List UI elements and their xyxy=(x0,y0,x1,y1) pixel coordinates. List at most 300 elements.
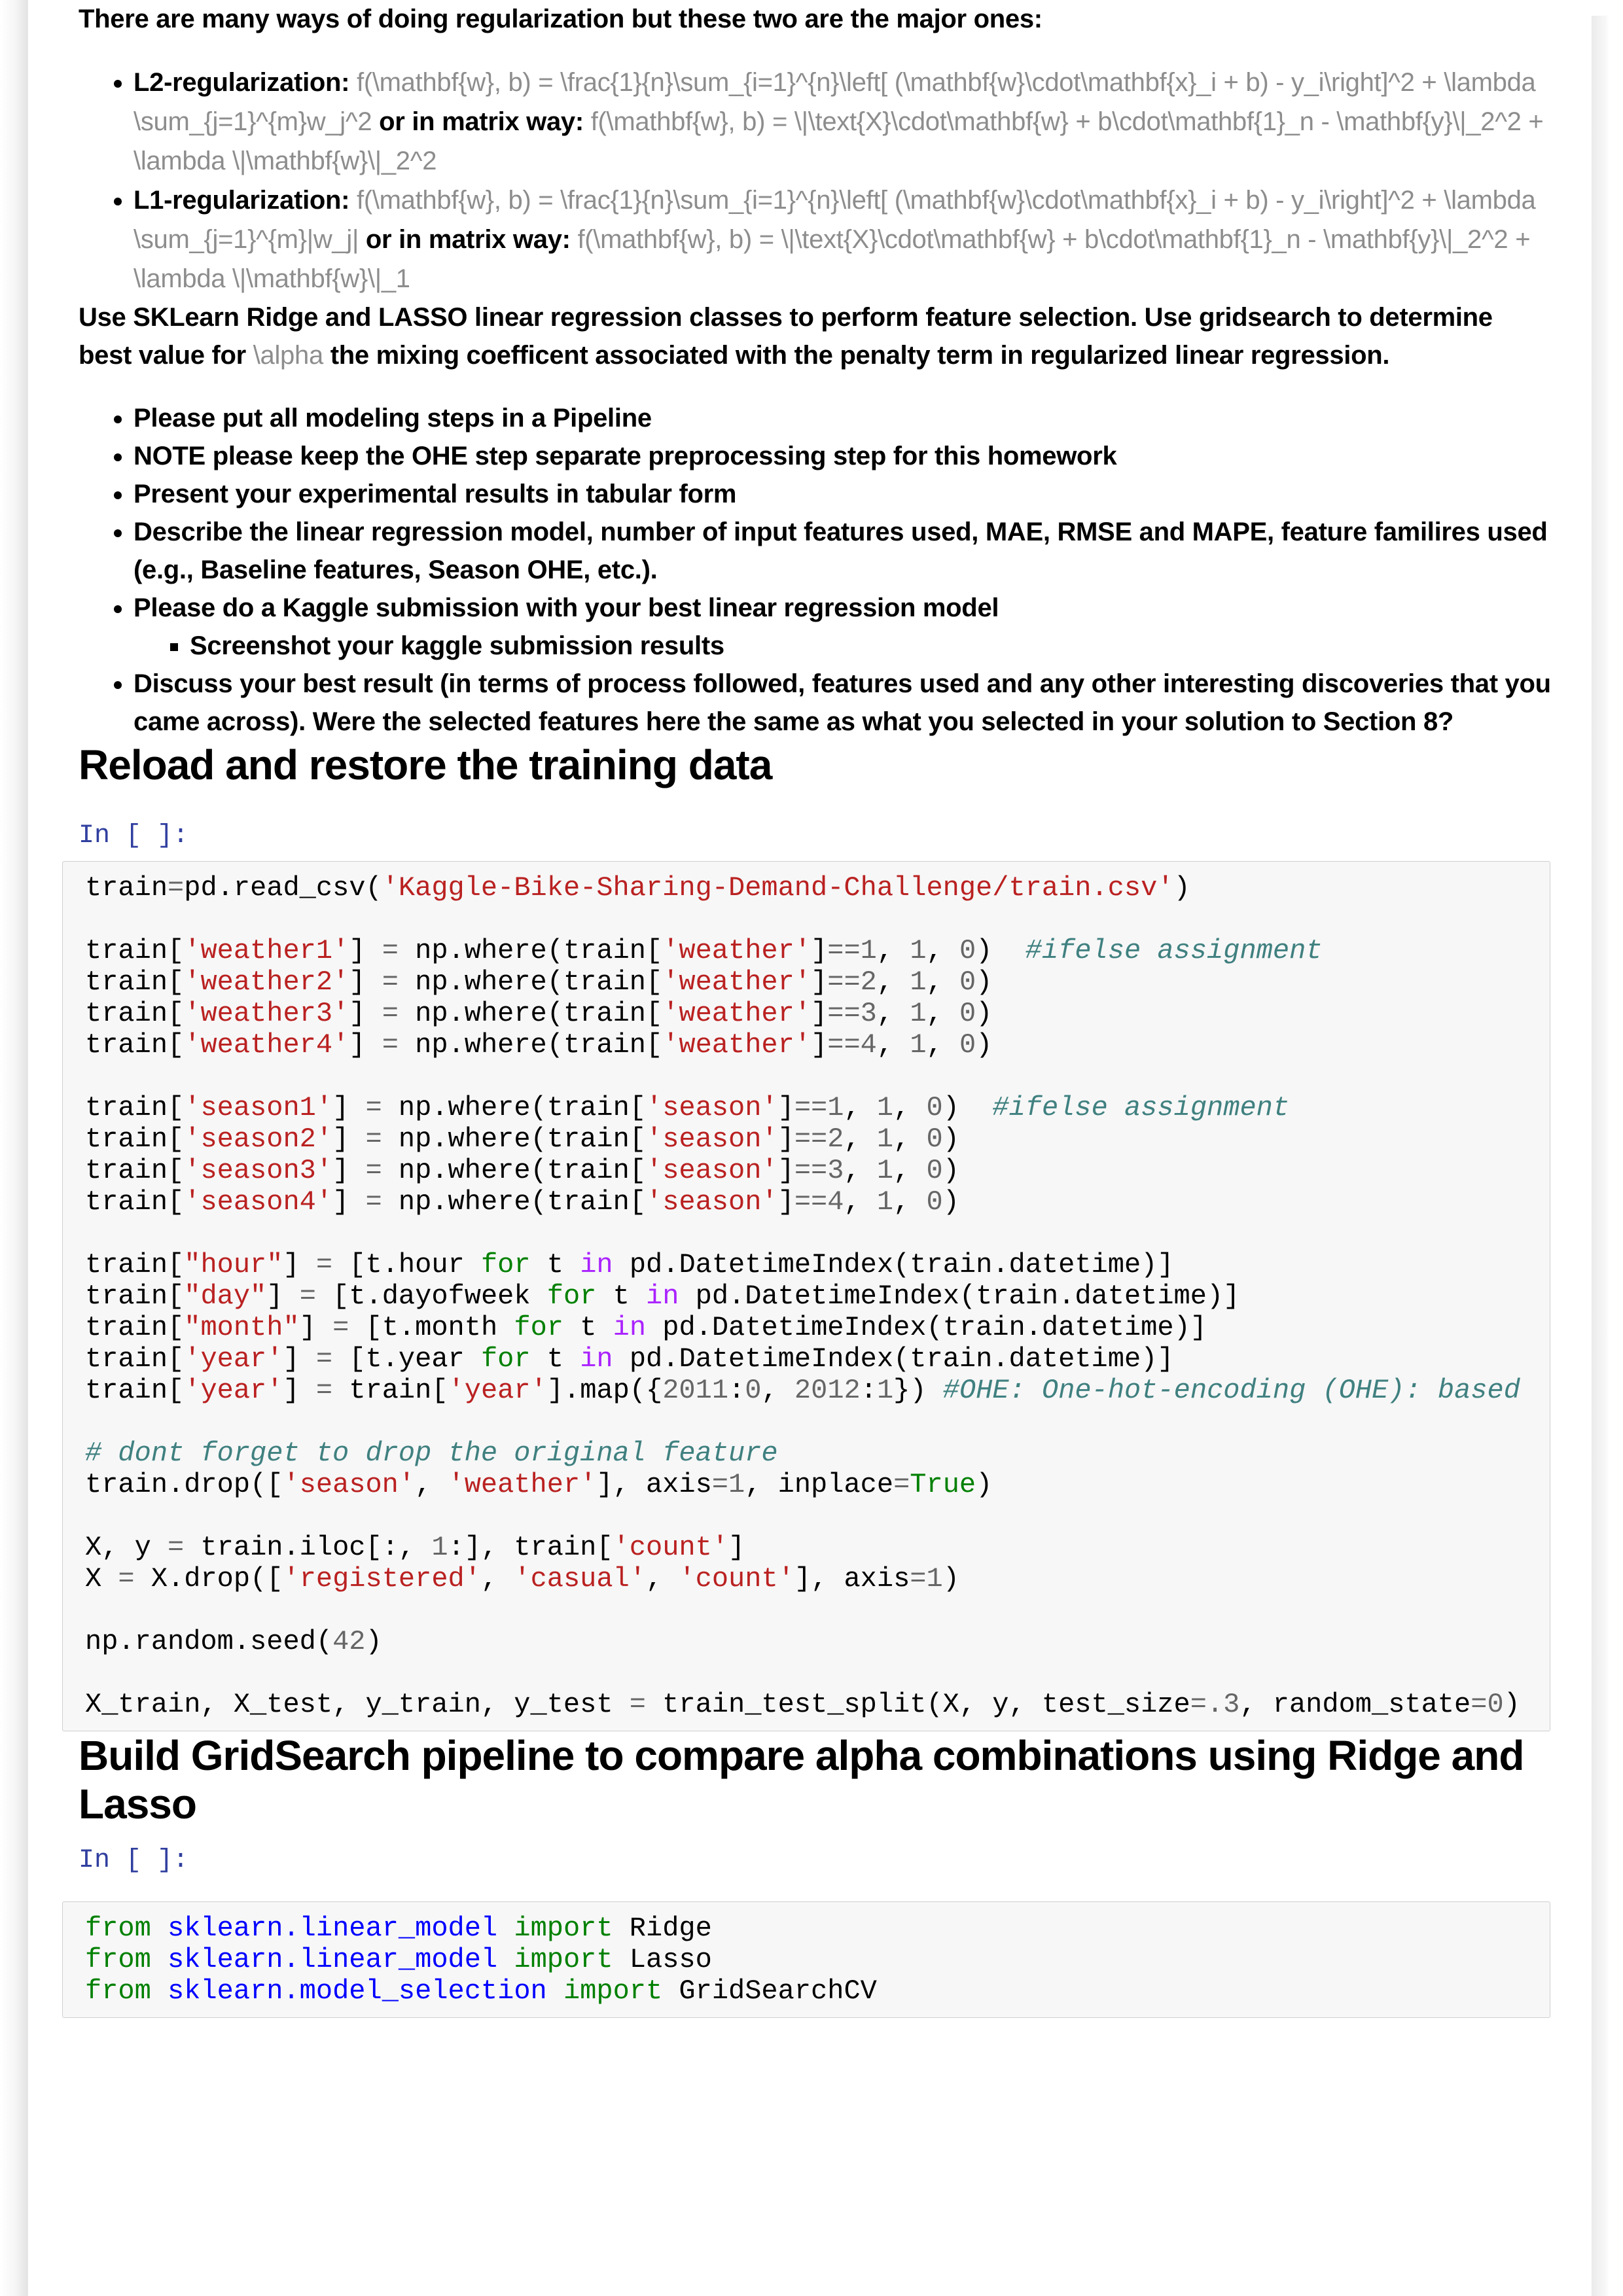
token: = xyxy=(382,1029,399,1061)
token: == xyxy=(827,935,861,966)
token: 'casual' xyxy=(514,1563,646,1595)
token: "day" xyxy=(184,1280,267,1312)
token: the mixing coefficent associated with the penalty term in regularized linear regression. xyxy=(323,341,1390,370)
token: ] xyxy=(299,1312,333,1343)
token: train.drop([ xyxy=(85,1469,283,1500)
token: == xyxy=(794,1186,828,1218)
code-line xyxy=(85,1913,1550,1944)
token: ] xyxy=(777,1186,794,1218)
token: train[ xyxy=(85,1249,185,1280)
token: }) xyxy=(893,1375,943,1406)
token: 1 xyxy=(431,1532,448,1563)
token: train_test_split(X, y, test_size xyxy=(645,1689,1190,1720)
token: == xyxy=(827,966,861,998)
code-line xyxy=(85,1975,1550,2007)
token: 1 xyxy=(876,1092,894,1123)
token: train[ xyxy=(85,1186,185,1218)
token: = xyxy=(910,1563,927,1595)
token: 2 xyxy=(860,966,877,998)
token: = xyxy=(1471,1689,1488,1720)
token: 'season' xyxy=(645,1123,778,1155)
token: ] xyxy=(811,998,828,1029)
token: np.where(train[ xyxy=(382,1186,646,1218)
token: np.where(train[ xyxy=(382,1155,646,1186)
token: ] xyxy=(332,1123,366,1155)
list-item-kaggle-submission xyxy=(134,589,1551,665)
notebook-content xyxy=(79,0,1551,2018)
token: = xyxy=(365,1155,382,1186)
code-line xyxy=(85,1406,1550,1438)
token: ) xyxy=(942,1563,959,1595)
code-line xyxy=(85,1061,1550,1092)
code-line xyxy=(85,904,1550,935)
code-line xyxy=(85,1595,1550,1626)
token: "hour" xyxy=(184,1249,283,1280)
token: \alpha xyxy=(253,341,323,370)
list-item-describe-model: • Describe the linear regression model, number of input features used, MAE, RMSE and MAPE, feature familires used (e.g., Baseline features, Season OHE, etc.). xyxy=(134,513,1551,589)
token: Use SKLearn Ridge and LASSO linear regression classes to perform feature selection. Use gridsearch to determine best value for xyxy=(79,303,1493,370)
code-line xyxy=(85,1218,1550,1249)
token: ] xyxy=(777,1092,794,1123)
token: 'weather1' xyxy=(184,935,349,966)
list-item-kaggle-submission-text: Please do a Kaggle submission with your best linear regression model xyxy=(134,593,999,622)
code-cell-imports xyxy=(62,1901,1550,2018)
token: 'Kaggle-Bike-Sharing-Demand-Challenge/train.csv' xyxy=(382,872,1174,904)
use-sklearn-paragraph xyxy=(79,298,1551,374)
token: = xyxy=(168,872,185,904)
token: 'weather2' xyxy=(184,966,349,998)
token xyxy=(547,1975,563,2007)
token: in xyxy=(646,1280,679,1312)
token: , xyxy=(926,966,959,998)
token: in xyxy=(613,1312,647,1343)
token: , xyxy=(876,966,910,998)
token: :], train[ xyxy=(448,1532,613,1563)
token: ] xyxy=(811,966,828,998)
token: train[ xyxy=(85,966,185,998)
token: train[ xyxy=(85,1155,185,1186)
token: 1 xyxy=(876,1123,894,1155)
token: ) xyxy=(976,1469,993,1500)
token: ].map({ xyxy=(546,1375,663,1406)
code-line xyxy=(85,1029,1550,1061)
token: , xyxy=(926,935,959,966)
token: ) xyxy=(976,935,1026,966)
code-line xyxy=(85,1657,1550,1689)
token: 'season3' xyxy=(184,1155,333,1186)
token: = xyxy=(1190,1689,1207,1720)
token: X, y xyxy=(85,1532,168,1563)
list-item-ohe-note: • NOTE please keep the OHE step separate preprocessing step for this homework xyxy=(134,437,1551,475)
token: ] xyxy=(283,1375,316,1406)
token: for xyxy=(480,1343,531,1375)
token: X.drop([ xyxy=(134,1563,283,1595)
token: 'season2' xyxy=(184,1123,333,1155)
token: == xyxy=(827,1029,861,1061)
token: 'weather' xyxy=(448,1469,597,1500)
token: from xyxy=(85,1944,151,1975)
token: = xyxy=(893,1469,910,1500)
token: ) xyxy=(976,966,993,998)
token: , inplace xyxy=(745,1469,894,1500)
token: [t.year xyxy=(332,1343,481,1375)
kaggle-sub-list xyxy=(134,627,1551,665)
code-line xyxy=(85,1944,1550,1975)
token: L1-regularization: xyxy=(134,186,357,215)
token: = xyxy=(168,1532,185,1563)
token: There are many ways of doing regularization but these two are the major ones: xyxy=(79,5,1043,33)
token: pd.DatetimeIndex(train.datetime)] xyxy=(613,1343,1174,1375)
token: 'weather' xyxy=(662,1029,812,1061)
token: train[ xyxy=(85,1029,185,1061)
token: import xyxy=(563,1975,663,2007)
token: 0 xyxy=(745,1375,762,1406)
code-line xyxy=(85,1563,1550,1595)
token: train[ xyxy=(85,998,185,1029)
token: 'count' xyxy=(679,1563,794,1595)
token: , xyxy=(893,1092,927,1123)
input-prompt-1: In [ ]: xyxy=(79,821,189,851)
token: 'year' xyxy=(184,1343,283,1375)
token: = xyxy=(315,1249,333,1280)
token: = xyxy=(382,998,399,1029)
list-item-discuss-result: • Discuss your best result (in terms of process followed, features used and any other interesting discoveries that you came across). Were the selected features here the same as what you selected in your solution to Section 8? xyxy=(134,665,1551,741)
token: 0 xyxy=(926,1123,943,1155)
token: np.where(train[ xyxy=(398,1029,663,1061)
token: , xyxy=(893,1155,927,1186)
code-line xyxy=(85,1469,1550,1500)
code-line xyxy=(85,1186,1550,1218)
token: 0 xyxy=(959,1029,976,1061)
token: pd.DatetimeIndex(train.datetime)] xyxy=(613,1249,1174,1280)
token: 'season' xyxy=(645,1186,778,1218)
token: 1 xyxy=(910,935,927,966)
token: import xyxy=(514,1944,613,1975)
token: X xyxy=(85,1563,118,1595)
token: or in matrix way: xyxy=(379,107,591,136)
token: 4 xyxy=(860,1029,877,1061)
token: ] xyxy=(332,1092,366,1123)
token: , xyxy=(876,935,910,966)
token: ) xyxy=(942,1092,993,1123)
token: np.random.seed( xyxy=(85,1626,333,1657)
token: GridSearchCV xyxy=(662,1975,877,2007)
token: train[ xyxy=(85,1375,185,1406)
token: train.iloc[:, xyxy=(184,1532,432,1563)
code-line xyxy=(85,1249,1550,1280)
token: 1 xyxy=(926,1563,943,1595)
token: sklearn.model_selection xyxy=(168,1975,547,2007)
list-item-screenshot-results: ▪ Screenshot your kaggle submission results xyxy=(190,627,1551,665)
regularization-list xyxy=(79,63,1551,298)
list-item-pipeline: • Please put all modeling steps in a Pipeline xyxy=(134,399,1551,437)
token: ) xyxy=(1503,1689,1520,1720)
token: 2012 xyxy=(794,1375,861,1406)
token: = xyxy=(332,1312,349,1343)
token: = xyxy=(365,1186,382,1218)
token: f(\mathbf{w}, b) = \|\text{X}\cdot\mathbf{w} + b\cdot\mathbf{1}_n - \mathbf{y}\|_2^2 + \lambda \|\mathbf{w}\|_2^2 xyxy=(134,107,1544,175)
token: train[ xyxy=(85,1280,185,1312)
token: 'year' xyxy=(448,1375,547,1406)
token: 'season4' xyxy=(184,1186,333,1218)
token: 1 xyxy=(910,998,927,1029)
token: [t.dayofweek xyxy=(315,1280,547,1312)
token: ) xyxy=(942,1155,959,1186)
token: np.where(train[ xyxy=(398,935,663,966)
code-line xyxy=(85,998,1550,1029)
token: 'weather' xyxy=(662,998,812,1029)
token: , xyxy=(893,1186,927,1218)
token: ) xyxy=(976,998,993,1029)
token: ] xyxy=(811,1029,828,1061)
token: "month" xyxy=(184,1312,300,1343)
token: == xyxy=(794,1123,828,1155)
code-block-imports xyxy=(85,1913,1550,2007)
page-edge-shadow-left xyxy=(0,0,28,2296)
token: in xyxy=(580,1343,613,1375)
token: 'weather4' xyxy=(184,1029,349,1061)
code-line xyxy=(85,1532,1550,1563)
token: 1 xyxy=(876,1155,894,1186)
token: , xyxy=(876,1029,910,1061)
token: sklearn.linear_model xyxy=(168,1944,498,1975)
code-line xyxy=(85,1155,1550,1186)
token: 1 xyxy=(910,966,927,998)
token: True xyxy=(910,1469,976,1500)
token: 2 xyxy=(827,1123,844,1155)
token: t xyxy=(596,1280,647,1312)
code-line xyxy=(85,1280,1550,1312)
token: = xyxy=(382,966,399,998)
token: train xyxy=(85,872,168,904)
code-line xyxy=(85,1312,1550,1343)
token: 42 xyxy=(332,1626,366,1657)
token: X_train, X_test, y_train, y_test xyxy=(85,1689,630,1720)
token: sklearn.linear_model xyxy=(168,1913,498,1944)
token: = xyxy=(629,1689,646,1720)
code-line xyxy=(85,1500,1550,1532)
token: 2011 xyxy=(662,1375,729,1406)
token: = xyxy=(382,935,399,966)
intro-paragraph xyxy=(79,0,1551,38)
token: ] xyxy=(777,1123,794,1155)
token: #ifelse assignment xyxy=(1025,935,1323,966)
token: == xyxy=(827,998,861,1029)
token: L2-regularization: xyxy=(134,68,357,97)
token: 0 xyxy=(959,966,976,998)
code-cell-reload xyxy=(62,861,1550,1731)
token: : xyxy=(728,1375,745,1406)
token xyxy=(151,1913,168,1944)
token: , xyxy=(844,1155,877,1186)
token: 3 xyxy=(827,1155,844,1186)
token: import xyxy=(514,1913,613,1944)
token: # dont forget to drop the original feature xyxy=(85,1438,778,1469)
code-line xyxy=(85,1626,1550,1657)
token: 1 xyxy=(876,1375,894,1406)
token: , xyxy=(876,998,910,1029)
token: = xyxy=(315,1343,333,1375)
list-item-l1-regularization xyxy=(134,181,1551,298)
token: ) xyxy=(942,1186,959,1218)
token: 'season' xyxy=(283,1469,416,1500)
code-line xyxy=(85,1343,1550,1375)
token: 1 xyxy=(827,1092,844,1123)
code-line xyxy=(85,1123,1550,1155)
code-line xyxy=(85,1689,1550,1720)
token: : xyxy=(860,1375,877,1406)
token: 0 xyxy=(926,1155,943,1186)
list-item-l2-regularization xyxy=(134,63,1551,181)
token: ] xyxy=(811,935,828,966)
token: 'count' xyxy=(613,1532,729,1563)
token: train[ xyxy=(332,1375,448,1406)
token: f(\mathbf{w}, b) = \frac{1}{n}\sum_{i=1}^{n}\left[ (\mathbf{w}\cdot\mathbf{x}_i + b) - y_i\right]^2 + \lambda \sum_{j=1}^{m}|w_j| xyxy=(134,186,1536,254)
token: ], axis xyxy=(794,1563,910,1595)
token: np.where(train[ xyxy=(398,998,663,1029)
token: ] xyxy=(728,1532,745,1563)
token: = xyxy=(118,1563,135,1595)
token: 'registered' xyxy=(283,1563,481,1595)
token: , xyxy=(893,1123,927,1155)
token: 4 xyxy=(827,1186,844,1218)
token: [t.hour xyxy=(332,1249,481,1280)
token: Ridge xyxy=(613,1913,712,1944)
token: , xyxy=(844,1092,877,1123)
token: train[ xyxy=(85,935,185,966)
token: np.where(train[ xyxy=(382,1092,646,1123)
token: [t.month xyxy=(349,1312,514,1343)
token: ] xyxy=(266,1280,300,1312)
token: from xyxy=(85,1913,151,1944)
token: = xyxy=(365,1123,382,1155)
token: ] xyxy=(349,998,382,1029)
token: 'season' xyxy=(645,1092,778,1123)
token: train[ xyxy=(85,1123,185,1155)
token: train[ xyxy=(85,1092,185,1123)
token: ) xyxy=(365,1626,382,1657)
token: f(\mathbf{w}, b) = \frac{1}{n}\sum_{i=1}^{n}\left[ (\mathbf{w}\cdot\mathbf{x}_i + b) - y_i\right]^2 + \lambda \sum_{j=1}^{m}w_j^2 xyxy=(134,68,1536,136)
token: 0 xyxy=(926,1092,943,1123)
code-line xyxy=(85,935,1550,966)
token: from xyxy=(85,1975,151,2007)
token: , xyxy=(844,1123,877,1155)
token: 0 xyxy=(959,935,976,966)
token: , xyxy=(480,1563,514,1595)
token: ) xyxy=(1173,872,1190,904)
code-line xyxy=(85,1375,1550,1406)
token: Lasso xyxy=(613,1944,712,1975)
token: , xyxy=(646,1563,679,1595)
token: for xyxy=(514,1312,563,1343)
token: 3 xyxy=(860,998,877,1029)
token: in xyxy=(580,1249,613,1280)
token: ] xyxy=(349,966,382,998)
token: for xyxy=(546,1280,597,1312)
token: ] xyxy=(283,1249,316,1280)
token: 'season1' xyxy=(184,1092,333,1123)
token: ] xyxy=(349,935,382,966)
token: train[ xyxy=(85,1312,185,1343)
token: f(\mathbf{w}, b) = \|\text{X}\cdot\mathbf{w} + b\cdot\mathbf{1}_n - \mathbf{y}\|_2^2 + \lambda \|\mathbf{w}\|_1 xyxy=(134,225,1531,293)
token: = xyxy=(299,1280,316,1312)
token: , xyxy=(926,1029,959,1061)
token: or in matrix way: xyxy=(365,225,578,254)
token: 1 xyxy=(910,1029,927,1061)
token: t xyxy=(530,1249,580,1280)
token: #ifelse assignment xyxy=(992,1092,1290,1123)
token: 1 xyxy=(860,935,877,966)
token: np.where(train[ xyxy=(382,1123,646,1155)
section-heading-gridsearch: Build GridSearch pipeline to compare alpha combinations using Ridge and Lasso xyxy=(79,1732,1524,1828)
token: = xyxy=(315,1375,333,1406)
token: 'weather' xyxy=(662,935,812,966)
token: pd.DatetimeIndex(train.datetime)] xyxy=(679,1280,1240,1312)
token: == xyxy=(794,1155,828,1186)
code-line xyxy=(85,872,1550,904)
token: 'weather' xyxy=(662,966,812,998)
token: , xyxy=(415,1469,448,1500)
code-line xyxy=(85,1438,1550,1469)
token: ] xyxy=(332,1155,366,1186)
token: ] xyxy=(332,1186,366,1218)
token: 'year' xyxy=(184,1375,283,1406)
token xyxy=(151,1975,168,2007)
token: 0 xyxy=(959,998,976,1029)
token: ] xyxy=(777,1155,794,1186)
page-edge-shadow-right xyxy=(1592,16,1609,2296)
token: , xyxy=(844,1186,877,1218)
token: ] xyxy=(283,1343,316,1375)
token xyxy=(151,1944,168,1975)
token xyxy=(497,1913,514,1944)
token: 0 xyxy=(1487,1689,1504,1720)
input-prompt-2: In [ ]: xyxy=(79,1846,189,1875)
token: t xyxy=(530,1343,580,1375)
token: pd.read_csv( xyxy=(184,872,382,904)
token: = xyxy=(711,1469,729,1500)
token xyxy=(497,1944,514,1975)
token: , xyxy=(926,998,959,1029)
token: , xyxy=(761,1375,794,1406)
token: 'season' xyxy=(645,1155,778,1186)
token: ], axis xyxy=(596,1469,712,1500)
code-line xyxy=(85,966,1550,998)
token: pd.DatetimeIndex(train.datetime)] xyxy=(646,1312,1207,1343)
token: #OHE: One-hot-encoding (OHE): based xyxy=(942,1375,1520,1406)
token: 1 xyxy=(728,1469,745,1500)
list-item-tabular-results: • Present your experimental results in tabular form xyxy=(134,475,1551,513)
code-line xyxy=(85,1092,1550,1123)
token: t xyxy=(563,1312,613,1343)
section-heading-reload: Reload and restore the training data xyxy=(79,741,772,788)
token: = xyxy=(365,1092,382,1123)
token: == xyxy=(794,1092,828,1123)
token: .3 xyxy=(1206,1689,1240,1720)
token: , random_state xyxy=(1240,1689,1471,1720)
token: ] xyxy=(349,1029,382,1061)
token: for xyxy=(480,1249,531,1280)
token: train[ xyxy=(85,1343,185,1375)
token: np.where(train[ xyxy=(398,966,663,998)
token: 1 xyxy=(876,1186,894,1218)
task-list xyxy=(79,399,1551,741)
token: ) xyxy=(976,1029,993,1061)
token: 'weather3' xyxy=(184,998,349,1029)
code-block-reload xyxy=(85,872,1550,1720)
token: ) xyxy=(942,1123,959,1155)
token: 0 xyxy=(926,1186,943,1218)
